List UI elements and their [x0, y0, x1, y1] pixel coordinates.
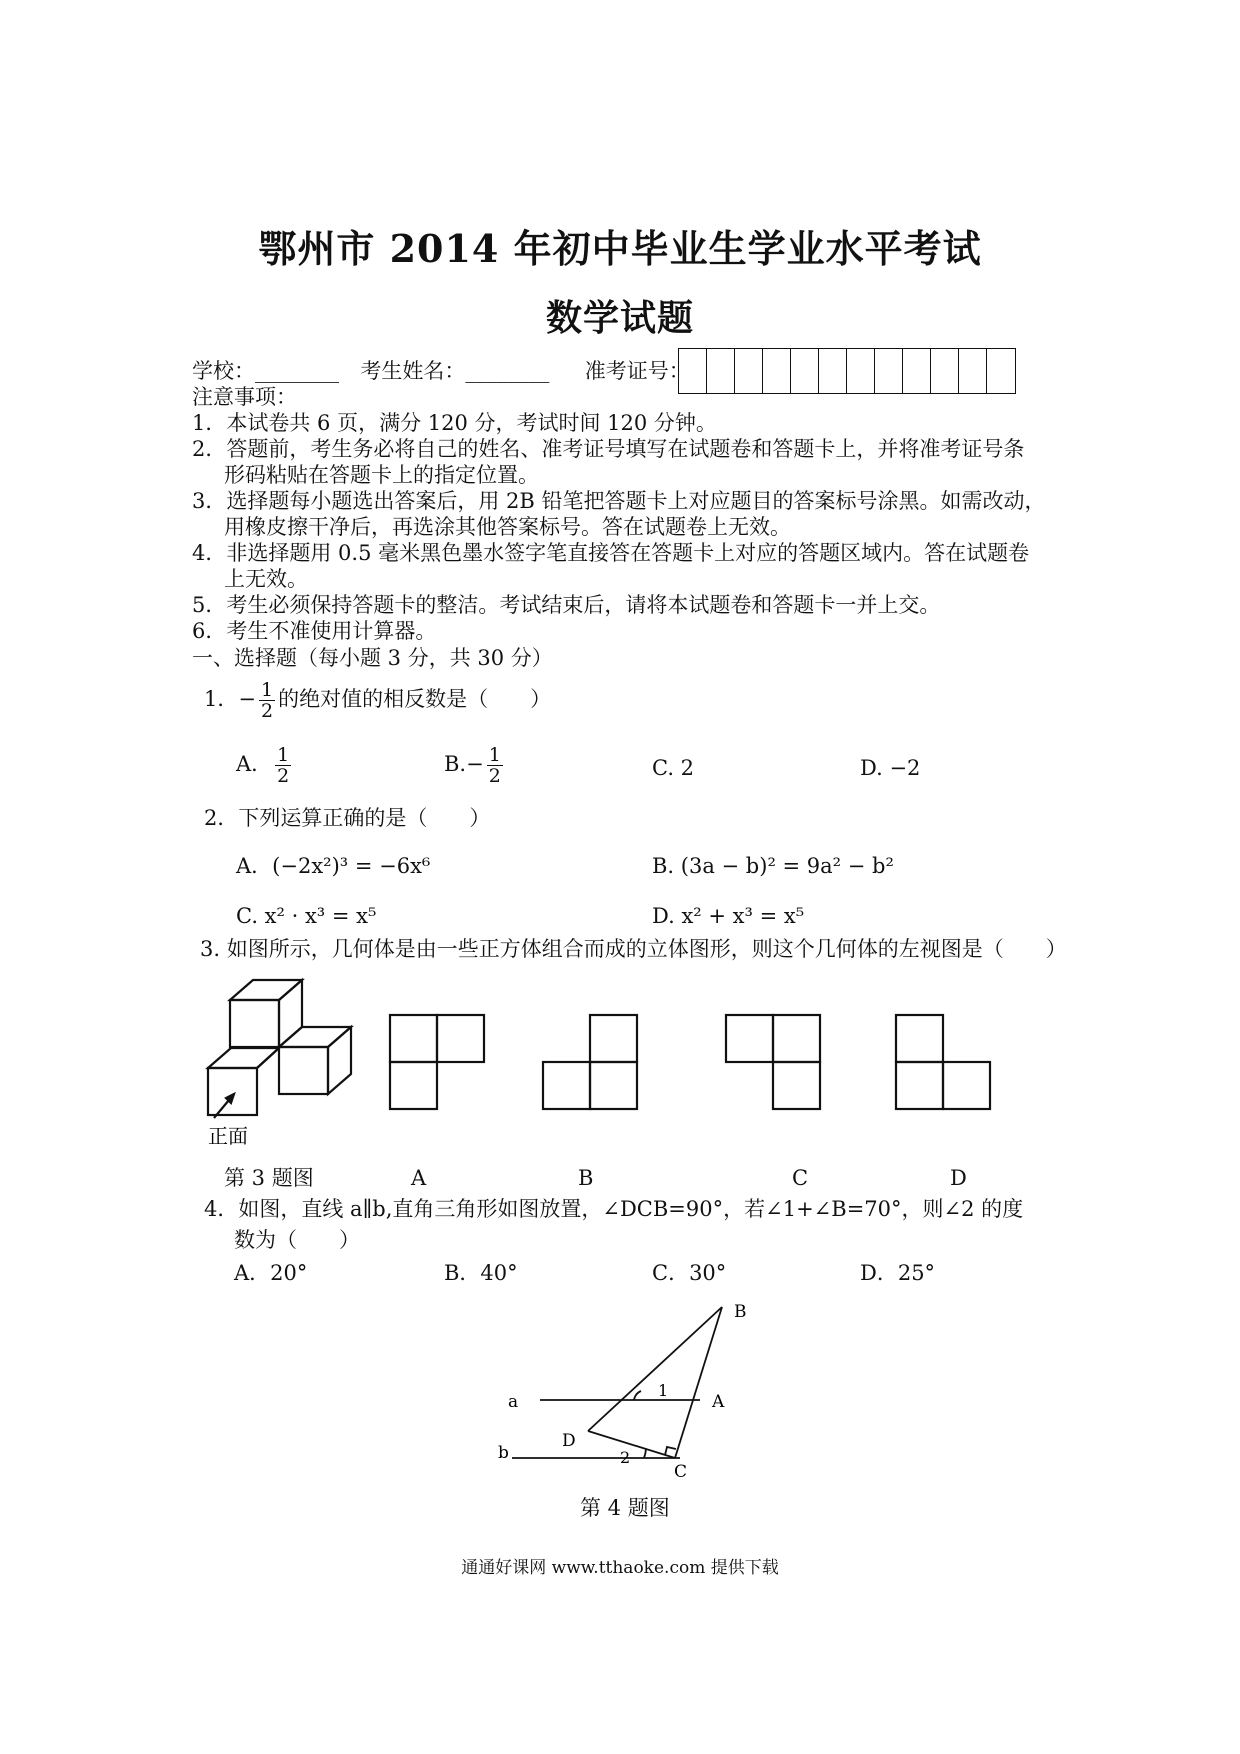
q4-option-a[interactable]: A．20° — [234, 1261, 308, 1285]
segment-dc — [588, 1431, 675, 1458]
option-c-view[interactable] — [726, 1015, 820, 1109]
q3-figure-caption: 第 3 题图 — [224, 1166, 314, 1190]
notice-item: 形码粘贴在答题卡上的指定位置。 — [224, 463, 539, 487]
q4-figure — [0, 1290, 1240, 1490]
angle-1-label: 1 — [658, 1381, 669, 1400]
denominator: 2 — [488, 765, 501, 787]
q2-option-d[interactable]: D. x² + x³ = x⁵ — [652, 904, 805, 928]
q3-label-a: A — [411, 1166, 427, 1190]
exam-id-cell[interactable] — [987, 349, 1015, 393]
q1-option-b[interactable] — [444, 745, 506, 786]
denominator: 2 — [277, 765, 290, 787]
exam-id-cell[interactable] — [959, 349, 987, 393]
angle-2-arc — [644, 1449, 646, 1458]
q2-option-a[interactable]: A．(−2x²)³ = −6x⁶ — [236, 854, 431, 878]
question-1 — [204, 680, 551, 721]
exam-id-cell[interactable] — [791, 349, 819, 393]
notice-item: 2．答题前，考生务必将自己的姓名、准考证号填写在试题卷和答题卡上，并将准考证号条 — [192, 437, 1025, 461]
exam-id-boxes[interactable] — [678, 348, 1016, 394]
q1-option-c[interactable]: C. 2 — [652, 756, 695, 780]
option-label: B.− — [444, 752, 484, 776]
q2-option-c[interactable]: C. x² · x³ = x⁵ — [236, 904, 377, 928]
numerator: 1 — [277, 744, 290, 766]
q3-figure — [0, 970, 1240, 1180]
point-c-label: C — [674, 1462, 688, 1482]
exam-id-cell[interactable] — [931, 349, 959, 393]
numerator: 1 — [488, 744, 501, 766]
numerator: 1 — [260, 679, 274, 701]
q4-figure-caption: 第 4 题图 — [580, 1496, 670, 1520]
front-label: 正面 — [208, 1124, 248, 1148]
section-heading: 一、选择题（每小题 3 分，共 30 分） — [192, 646, 553, 670]
angle-2-label: 2 — [620, 1448, 631, 1467]
question-4-line2: 数为（ ） — [234, 1228, 360, 1252]
notice-item: 用橡皮擦干净后，再选涂其他答案标号。答在试题卷上无效。 — [224, 515, 791, 539]
minus-sign: − — [238, 687, 256, 711]
q4-geometry — [512, 1307, 722, 1458]
option-b-view[interactable] — [543, 1015, 637, 1109]
point-d-label: D — [562, 1431, 576, 1451]
info-line — [192, 358, 690, 384]
right-angle-mark — [665, 1447, 676, 1455]
denominator: 2 — [260, 700, 274, 722]
q1-option-d[interactable]: D. −2 — [860, 756, 921, 780]
question-text: 的绝对值的相反数是（ ） — [278, 687, 552, 711]
notice-item: 上无效。 — [224, 567, 308, 591]
exam-id-cell[interactable] — [847, 349, 875, 393]
notice-item: 5．考生必须保持答题卡的整洁。考试结束后，请将本试题卷和答题卡一并上交。 — [192, 593, 941, 617]
q3-label-d: D — [950, 1166, 967, 1190]
fraction — [487, 745, 503, 786]
notice-item: 6．考生不准使用计算器。 — [192, 619, 437, 643]
q4-option-b[interactable]: B．40° — [444, 1261, 518, 1285]
exam-id-cell[interactable] — [819, 349, 847, 393]
notice-heading: 注意事项： — [192, 385, 297, 409]
point-a-label: A — [712, 1392, 725, 1412]
notice-item: 4．非选择题用 0.5 毫米黑色墨水签字笔直接答在答题卡上对应的答题区域内。答在试题卷 — [192, 541, 1030, 565]
exam-id-cell[interactable] — [875, 349, 903, 393]
q4-option-c[interactable]: C．30° — [652, 1261, 727, 1285]
notice-item: 3．选择题每小题选出答案后，用 2B 铅笔把答题卡上对应题目的答案标号涂黑。如需改动， — [192, 489, 1046, 513]
question-4-line1: 4．如图，直线 a∥b,直角三角形如图放置，∠DCB=90°，若∠1+∠B=70°，则∠2 的度 — [204, 1197, 1024, 1221]
fraction — [259, 680, 275, 721]
angle-1-arc — [634, 1391, 641, 1400]
point-b-label: B — [734, 1302, 747, 1322]
exam-subtitle: 数学试题 — [545, 297, 694, 339]
option-d-view[interactable] — [896, 1015, 990, 1109]
footer-text: 通通好课网 www.tthaoke.com 提供下载 — [461, 1558, 779, 1578]
q4-option-d[interactable]: D．25° — [860, 1261, 936, 1285]
q1-option-a[interactable] — [236, 745, 294, 786]
line-a-label: a — [508, 1392, 519, 1412]
notice-item: 1．本试卷共 6 页，满分 120 分，考试时间 120 分钟。 — [192, 411, 717, 435]
option-a-view[interactable] — [390, 1015, 484, 1109]
exam-id-label: 准考证号： — [584, 359, 690, 383]
exam-id-cell[interactable] — [903, 349, 931, 393]
question-number: 1． — [204, 687, 239, 711]
line-b-label: b — [498, 1443, 509, 1463]
q2-option-b[interactable]: B. (3a − b)² = 9a² − b² — [652, 854, 894, 878]
option-label: A． — [236, 752, 273, 776]
exam-id-cell[interactable] — [735, 349, 763, 393]
question-3: 3. 如图所示，几何体是由一些正方体组合而成的立体图形，则这个几何体的左视图是（ ） — [200, 937, 1067, 961]
fraction — [275, 745, 291, 786]
exam-id-cell[interactable] — [707, 349, 735, 393]
exam-id-cell[interactable] — [679, 349, 707, 393]
question-2: 2．下列运算正确的是（ ） — [204, 806, 491, 830]
school-label: 学校：________ — [192, 359, 339, 383]
q3-label-c: C — [792, 1166, 809, 1190]
student-name-label: 考生姓名：________ — [360, 359, 550, 383]
exam-id-cell[interactable] — [763, 349, 791, 393]
q3-label-b: B — [578, 1166, 594, 1190]
exam-title: 鄂州市 2014 年初中毕业生学业水平考试 — [258, 226, 982, 271]
cube-solid-drawing — [208, 980, 351, 1118]
